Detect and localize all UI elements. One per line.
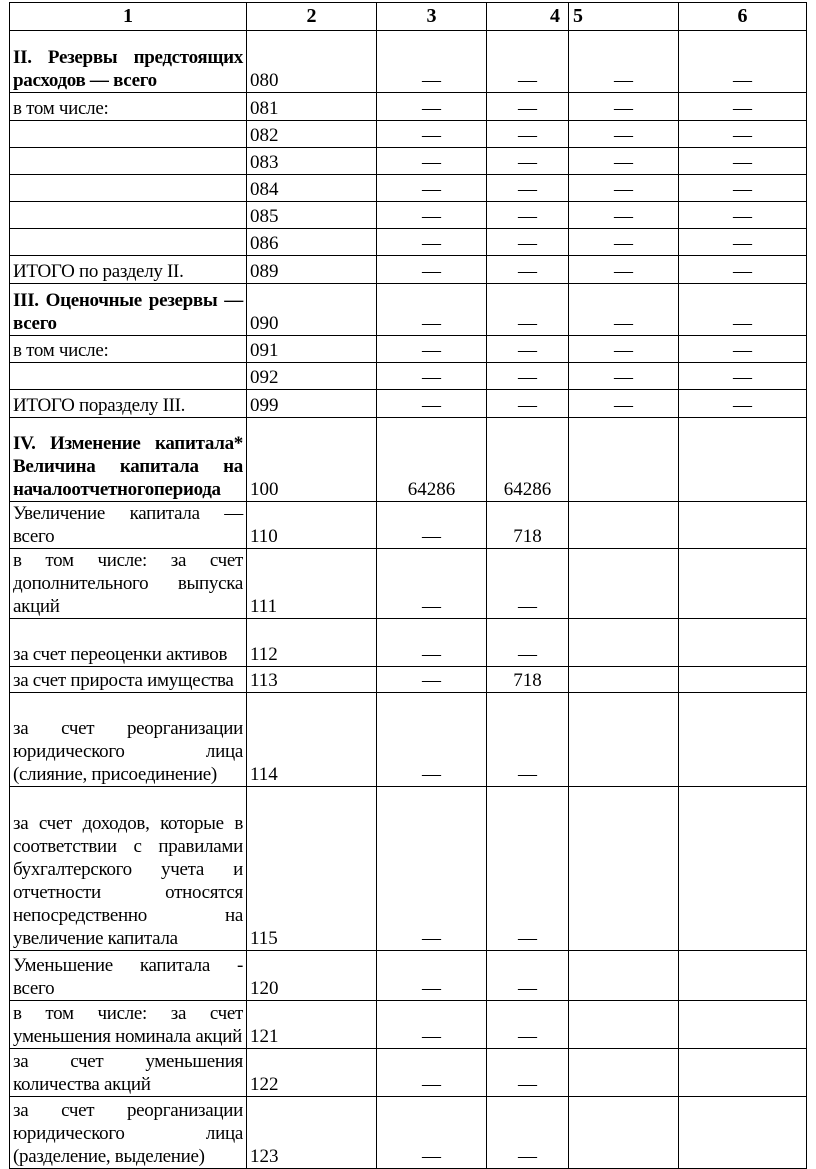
row-label: Увеличение капитала — всего	[10, 502, 247, 549]
cell-col-3: —	[377, 1097, 487, 1169]
cell-col-3: —	[377, 175, 487, 202]
cell-col-5	[569, 1097, 679, 1169]
row-code: 123	[247, 1097, 377, 1169]
row-code: 121	[247, 1001, 377, 1049]
cell-col-4: —	[487, 148, 569, 175]
cell-col-3: —	[377, 202, 487, 229]
cell-col-4: —	[487, 31, 569, 93]
row-code: 084	[247, 175, 377, 202]
row-code: 082	[247, 121, 377, 148]
table-row	[10, 31, 807, 93]
cell-col-5: —	[569, 148, 679, 175]
row-code: 122	[247, 1049, 377, 1097]
cell-col-5	[569, 619, 679, 667]
cell-col-3: 64286	[377, 418, 487, 502]
row-code: 090	[247, 284, 377, 336]
cell-col-3: —	[377, 1001, 487, 1049]
row-code: 114	[247, 693, 377, 787]
row-label	[10, 363, 247, 390]
cell-col-4: —	[487, 256, 569, 284]
row-code: 120	[247, 951, 377, 1001]
cell-col-4: 718	[487, 667, 569, 693]
header-col-5: 5	[569, 3, 679, 31]
row-label	[10, 148, 247, 175]
cell-col-5: —	[569, 93, 679, 121]
table-row	[10, 549, 807, 619]
cell-col-5	[569, 951, 679, 1001]
row-label: II. Резервы предстоящих расходов — всего	[10, 31, 247, 93]
row-code: 080	[247, 31, 377, 93]
cell-col-6	[679, 693, 807, 787]
cell-col-3: —	[377, 1049, 487, 1097]
cell-col-6: —	[679, 93, 807, 121]
cell-col-4: —	[487, 93, 569, 121]
row-label: ИТОГО поразделу III.	[10, 390, 247, 418]
cell-col-6: —	[679, 256, 807, 284]
table-row	[10, 93, 807, 121]
cell-col-4: —	[487, 1001, 569, 1049]
cell-col-3: —	[377, 787, 487, 951]
cell-col-6	[679, 502, 807, 549]
cell-col-5: —	[569, 121, 679, 148]
cell-col-5	[569, 693, 679, 787]
cell-col-5: —	[569, 175, 679, 202]
cell-col-3: —	[377, 390, 487, 418]
cell-col-5	[569, 418, 679, 502]
cell-col-6	[679, 1049, 807, 1097]
cell-col-5	[569, 502, 679, 549]
cell-col-5	[569, 667, 679, 693]
cell-col-3: —	[377, 148, 487, 175]
cell-col-6: —	[679, 175, 807, 202]
header-col-1: 1	[10, 3, 247, 31]
table-row	[10, 121, 807, 148]
cell-col-3: —	[377, 284, 487, 336]
cell-col-5: —	[569, 202, 679, 229]
table-row	[10, 787, 807, 951]
cell-col-5: —	[569, 284, 679, 336]
row-code: 111	[247, 549, 377, 619]
row-code: 110	[247, 502, 377, 549]
row-label	[10, 202, 247, 229]
cell-col-4: —	[487, 619, 569, 667]
cell-col-4: —	[487, 336, 569, 363]
table-row	[10, 229, 807, 256]
cell-col-3: —	[377, 693, 487, 787]
cell-col-5: —	[569, 256, 679, 284]
row-code: 115	[247, 787, 377, 951]
row-label: за счет реорганизации юридического лица (разделение, выделение)	[10, 1097, 247, 1169]
header-col-2: 2	[247, 3, 377, 31]
table-row	[10, 256, 807, 284]
row-label: в том числе: за счет уменьшения номинала акций	[10, 1001, 247, 1049]
cell-col-3: —	[377, 549, 487, 619]
row-label: за счет доходов, которые в соответствии с правилами бухгалтерского учета и отчетности относятся непосредственно на увеличение капитала	[10, 787, 247, 951]
table-row	[10, 202, 807, 229]
cell-col-5: —	[569, 363, 679, 390]
table-row	[10, 502, 807, 549]
row-label: в том числе:	[10, 93, 247, 121]
cell-col-3: —	[377, 336, 487, 363]
cell-col-6	[679, 1001, 807, 1049]
table-row	[10, 667, 807, 693]
cell-col-5	[569, 1049, 679, 1097]
cell-col-6	[679, 619, 807, 667]
cell-col-4: —	[487, 549, 569, 619]
cell-col-3: —	[377, 951, 487, 1001]
cell-col-6: —	[679, 363, 807, 390]
cell-col-3: —	[377, 229, 487, 256]
header-col-4: 4	[487, 3, 569, 31]
cell-col-3: —	[377, 121, 487, 148]
cell-col-4: —	[487, 1049, 569, 1097]
cell-col-5: —	[569, 229, 679, 256]
cell-col-3: —	[377, 667, 487, 693]
row-code: 099	[247, 390, 377, 418]
cell-col-5	[569, 787, 679, 951]
table-row	[10, 1097, 807, 1169]
table-row	[10, 390, 807, 418]
cell-col-5	[569, 549, 679, 619]
row-label: IV. Изменение капитала* Величина капитала на началоотчетногопериода	[10, 418, 247, 502]
row-label: за счет переоценки активов	[10, 619, 247, 667]
cell-col-6: —	[679, 148, 807, 175]
table-row	[10, 1049, 807, 1097]
table-row	[10, 951, 807, 1001]
cell-col-6: —	[679, 121, 807, 148]
table-row	[10, 619, 807, 667]
cell-col-4: —	[487, 121, 569, 148]
cell-col-3: —	[377, 256, 487, 284]
cell-col-4: 64286	[487, 418, 569, 502]
cell-col-6	[679, 951, 807, 1001]
row-label: III. Оценочные резервы — всего	[10, 284, 247, 336]
table-row	[10, 363, 807, 390]
cell-col-6: —	[679, 336, 807, 363]
cell-col-5: —	[569, 390, 679, 418]
row-label: за счет прироста имущества	[10, 667, 247, 693]
report-table	[9, 2, 807, 1169]
cell-col-3: —	[377, 93, 487, 121]
table-row	[10, 693, 807, 787]
cell-col-4: —	[487, 787, 569, 951]
row-code: 085	[247, 202, 377, 229]
row-code: 091	[247, 336, 377, 363]
cell-col-4: —	[487, 951, 569, 1001]
cell-col-4: —	[487, 390, 569, 418]
header-col-6: 6	[679, 3, 807, 31]
cell-col-4: —	[487, 202, 569, 229]
table-row	[10, 148, 807, 175]
table-row	[10, 1001, 807, 1049]
cell-col-4: —	[487, 284, 569, 336]
table-row	[10, 284, 807, 336]
cell-col-6: —	[679, 202, 807, 229]
table-row	[10, 418, 807, 502]
cell-col-6: —	[679, 31, 807, 93]
row-code: 092	[247, 363, 377, 390]
row-label: ИТОГО по разделу II.	[10, 256, 247, 284]
row-code: 081	[247, 93, 377, 121]
cell-col-6	[679, 667, 807, 693]
row-code: 113	[247, 667, 377, 693]
header-row	[10, 3, 807, 31]
row-label: Уменьшение капитала - всего	[10, 951, 247, 1001]
cell-col-5: —	[569, 336, 679, 363]
cell-col-4: —	[487, 229, 569, 256]
cell-col-4: —	[487, 693, 569, 787]
table-row	[10, 175, 807, 202]
cell-col-3: —	[377, 619, 487, 667]
row-label: в том числе: за счет дополнительного выпуска акций	[10, 549, 247, 619]
cell-col-4: 718	[487, 502, 569, 549]
row-code: 083	[247, 148, 377, 175]
row-code: 100	[247, 418, 377, 502]
row-code: 112	[247, 619, 377, 667]
cell-col-6	[679, 418, 807, 502]
row-label	[10, 121, 247, 148]
row-code: 086	[247, 229, 377, 256]
cell-col-6	[679, 549, 807, 619]
cell-col-4: —	[487, 1097, 569, 1169]
row-label	[10, 229, 247, 256]
row-label: за счет уменьшения количества акций	[10, 1049, 247, 1097]
cell-col-3: —	[377, 502, 487, 549]
cell-col-4: —	[487, 363, 569, 390]
cell-col-6: —	[679, 229, 807, 256]
cell-col-5: —	[569, 31, 679, 93]
cell-col-6: —	[679, 284, 807, 336]
row-label: в том числе:	[10, 336, 247, 363]
cell-col-3: —	[377, 363, 487, 390]
cell-col-5	[569, 1001, 679, 1049]
row-label	[10, 175, 247, 202]
cell-col-6: —	[679, 390, 807, 418]
cell-col-6	[679, 787, 807, 951]
header-col-3: 3	[377, 3, 487, 31]
row-label: за счет реорганизации юридического лица (слияние, присоединение)	[10, 693, 247, 787]
row-code: 089	[247, 256, 377, 284]
cell-col-4: —	[487, 175, 569, 202]
cell-col-6	[679, 1097, 807, 1169]
cell-col-3: —	[377, 31, 487, 93]
table-row	[10, 336, 807, 363]
